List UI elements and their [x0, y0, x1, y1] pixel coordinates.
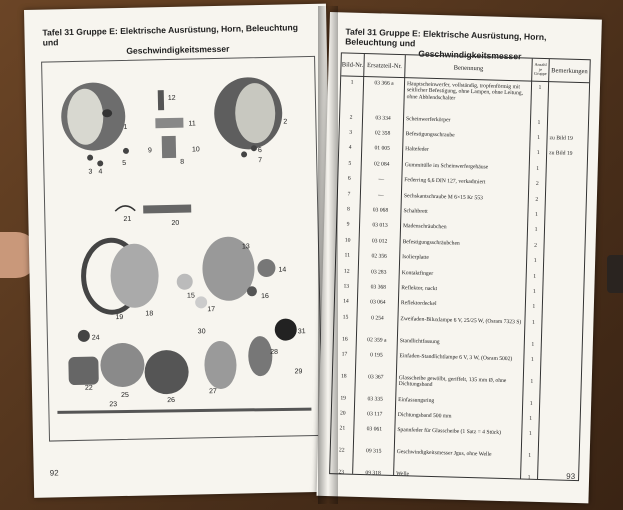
- horn-and-speedometer-group: [56, 318, 312, 414]
- cell-rem: [546, 274, 584, 275]
- cell-qty: 1: [527, 474, 531, 481]
- cell-part: 03 064: [370, 299, 386, 307]
- cell-qty: 1: [533, 273, 537, 280]
- callout-26: 26: [167, 396, 176, 405]
- callout-15: 15: [186, 292, 195, 300]
- cell-desc: Einfassungsring: [398, 396, 435, 404]
- cell-rem: [551, 85, 589, 86]
- cell-qty: 1: [529, 400, 533, 407]
- table-row: [334, 351, 582, 363]
- cell-qty: 1: [537, 134, 541, 141]
- callout-7: 7: [258, 157, 263, 165]
- cell-qty: 1: [538, 84, 542, 91]
- cell-no: 8: [347, 206, 350, 213]
- right-page-number: 93: [566, 471, 576, 482]
- exploded-parts-diagram: [41, 56, 323, 442]
- table-row: [335, 283, 583, 295]
- cell-rem: [550, 120, 588, 121]
- callout-25: 25: [121, 391, 129, 400]
- cell-rem: zu Bild 19: [549, 135, 573, 142]
- table-row: [335, 298, 583, 311]
- callout-30: 30: [197, 328, 206, 336]
- cell-part: 03 368: [370, 284, 387, 291]
- spring-and-seal-strip: [115, 205, 191, 215]
- col-header-qty: Anzahl je Gruppe: [532, 59, 550, 82]
- cell-no: 9: [346, 221, 350, 229]
- cell-desc: Welle: [396, 471, 410, 478]
- col-header-part: Ersatzteil-Nr.: [364, 54, 406, 78]
- callout-12: 12: [167, 94, 176, 103]
- callout-27: 27: [208, 388, 217, 396]
- cell-desc: Befestigungsschräubchen: [402, 238, 460, 247]
- cell-desc: Haltefeder: [405, 146, 429, 154]
- cell-rem: [541, 453, 579, 454]
- cell-desc: Schaltbrett: [403, 208, 428, 215]
- table-row: [336, 268, 584, 280]
- cell-qty: 2: [535, 181, 539, 188]
- table-row: [332, 410, 580, 422]
- cell-rem: [543, 379, 581, 380]
- cell-no: 11: [344, 252, 350, 259]
- cell-no: 6: [347, 175, 351, 182]
- table-row: [335, 314, 583, 326]
- cell-qty: 1: [536, 150, 540, 157]
- callout-23: 23: [109, 401, 118, 409]
- table-row: [336, 252, 584, 265]
- cell-rem: [543, 357, 581, 358]
- callout-18: 18: [145, 310, 154, 318]
- cell-desc: Spannfeder für Glasscheibe (1 Satz = 4 Stück): [397, 427, 502, 437]
- cell-part: 09 315: [365, 448, 382, 455]
- cell-part: 03 366 a: [374, 80, 394, 87]
- right-header-line2: Geschwindigkeitsmesser: [418, 48, 522, 62]
- cell-part: 03 061: [366, 426, 383, 434]
- cell-qty: 1: [536, 165, 540, 172]
- cell-part: —: [378, 176, 385, 183]
- right-header-line1: Tafel 31 Gruppe E: Elektrische Ausrüstung, Horn, Beleuchtung und: [345, 26, 547, 49]
- callout-13: 13: [241, 243, 250, 251]
- callout-9: 9: [147, 147, 152, 155]
- table-row: [340, 114, 588, 126]
- cell-qty: 1: [530, 378, 534, 385]
- table-row: [339, 144, 587, 158]
- cell-part: 02 358: [374, 130, 391, 137]
- cell-no: 20: [339, 410, 346, 417]
- col-header-no: Bild-Nr.: [341, 53, 365, 77]
- cell-desc: Reflektor, nackt: [401, 285, 438, 293]
- callout-4: 4: [98, 168, 103, 176]
- cell-qty: 1: [534, 227, 538, 234]
- cell-desc: Einfaden-Standlichtlampe 6 V, 3 W, (Osram 5002): [399, 353, 513, 363]
- callout-10: 10: [191, 146, 200, 154]
- cell-no: 15: [342, 314, 349, 321]
- cell-desc: Glasscheibe gewölbt, geriffelt, 135 mm Ø, ohne Dichtungsband: [398, 374, 507, 389]
- left-header-line1: Tafel 31 Gruppe E: Elektrische Ausrüstung, Horn, Beleuchtung und: [42, 22, 298, 48]
- col-header-remarks: Bemerkungen: [549, 59, 590, 83]
- binder-clip: [607, 255, 623, 293]
- table-row: [330, 469, 578, 481]
- cell-desc: Gummitülle im Scheinwerfergehäuse: [404, 161, 489, 171]
- cell-no: 14: [343, 298, 349, 306]
- table-row: [333, 373, 581, 389]
- cell-desc: Madenschräubchen: [402, 223, 447, 231]
- cell-part: 03 068: [372, 207, 389, 214]
- cell-qty: 1: [532, 304, 536, 311]
- cell-no: 13: [343, 283, 350, 290]
- cell-desc: Kontaktfinger: [401, 269, 434, 277]
- table-row: [331, 447, 579, 459]
- cell-rem: [542, 401, 580, 402]
- callout-29: 29: [294, 368, 303, 376]
- cell-part: 03 335: [367, 395, 383, 403]
- cell-part: 09 318: [365, 470, 381, 477]
- cell-qty: 1: [537, 119, 541, 126]
- cell-rem: [541, 431, 579, 432]
- cell-rem: [547, 243, 585, 244]
- left-page-number: 92: [49, 468, 59, 478]
- cell-no: 4: [348, 144, 352, 152]
- book-spine-shadow: [318, 6, 338, 504]
- cell-rem: [547, 212, 585, 213]
- cell-desc: Federring 6,6 DIN 127, verkadmiert: [404, 177, 486, 186]
- cell-rem: [547, 228, 585, 229]
- cell-desc: Geschwindigkeitsmesser Jgus, ohne Welle: [396, 449, 492, 458]
- parts-illustration: [42, 57, 322, 441]
- cell-no: 2: [349, 114, 353, 121]
- cell-desc: Dichtungsband 500 mm: [397, 412, 452, 420]
- cell-no: 21: [339, 425, 346, 432]
- cell-part: —: [378, 192, 384, 199]
- cell-part: 03 012: [371, 238, 388, 245]
- cell-desc: Scheinwerferkörper: [405, 115, 451, 123]
- callout-21: 21: [123, 215, 132, 223]
- cell-no: 10: [344, 237, 351, 244]
- callout-22: 22: [84, 384, 93, 392]
- cell-desc: Reflektordeckel: [400, 300, 437, 308]
- cell-rem: [545, 289, 583, 290]
- callout-3: 3: [88, 168, 93, 176]
- cell-no: 1: [350, 79, 354, 86]
- table-row: [337, 221, 585, 234]
- table-row: [338, 175, 586, 188]
- cell-qty: 1: [529, 415, 533, 422]
- cell-qty: 2: [535, 196, 539, 203]
- cell-no: 22: [338, 447, 345, 454]
- cell-rem: [545, 305, 583, 306]
- cell-part: 03 334: [375, 114, 391, 122]
- cell-part: 02 084: [373, 161, 390, 168]
- cell-no: 19: [340, 395, 347, 402]
- callout-2: 2: [283, 118, 288, 126]
- callout-28: 28: [270, 348, 279, 356]
- callout-5: 5: [122, 159, 127, 167]
- cell-rem: [548, 181, 586, 182]
- headlamp-housing-right: [213, 77, 282, 150]
- cell-rem: [544, 342, 582, 343]
- left-header-line2: Geschwindigkeitsmesser: [126, 43, 230, 56]
- headlamp-housing-left: [61, 82, 126, 151]
- callout-31: 31: [297, 328, 306, 336]
- cell-part: 0 254: [371, 315, 384, 322]
- callout-20: 20: [171, 219, 180, 227]
- cell-no: 18: [340, 373, 347, 380]
- callout-11: 11: [188, 120, 196, 128]
- cell-part: 02 356: [371, 253, 387, 260]
- parts-table: [329, 52, 591, 481]
- cell-qty: 1: [534, 211, 538, 218]
- cell-no: 3: [349, 129, 353, 136]
- cell-qty: 1: [533, 257, 537, 265]
- cell-desc: Isolierplatte: [402, 254, 429, 262]
- cell-desc: Standlichtfassung: [399, 337, 440, 345]
- cell-rem: [544, 320, 582, 321]
- cell-no: 17: [341, 351, 348, 358]
- callout-16: 16: [260, 292, 269, 301]
- cell-qty: 2: [534, 242, 538, 249]
- table-row: [334, 336, 582, 348]
- cell-part: 03 117: [367, 411, 383, 418]
- table-row: [332, 395, 580, 407]
- cell-qty: 1: [531, 341, 535, 348]
- cell-qty: 1: [532, 288, 536, 295]
- table-row: [339, 160, 587, 172]
- cell-rem: [549, 166, 587, 167]
- cell-no: 23: [338, 469, 345, 476]
- table-row: [337, 237, 585, 249]
- callout-6: 6: [257, 147, 262, 155]
- cell-part: 03 013: [372, 222, 388, 230]
- cell-desc: Sechskantschraube M 6×15 Kr 553: [403, 192, 483, 201]
- callout-17: 17: [207, 306, 216, 314]
- right-page: [316, 12, 601, 503]
- cell-qty: 1: [528, 452, 532, 459]
- cell-desc: Befestigungsschraube: [405, 131, 455, 139]
- callout-1: 1: [123, 123, 128, 131]
- cell-part: 0 195: [370, 352, 383, 359]
- cell-no: 16: [341, 336, 348, 343]
- cell-part: 03 283: [370, 268, 387, 276]
- table-row: [338, 206, 586, 218]
- cell-rem: [548, 197, 586, 198]
- cell-qty: 1: [528, 431, 532, 438]
- left-page-header: [42, 22, 313, 58]
- table-row: [338, 191, 586, 203]
- table-row: [340, 129, 588, 142]
- col-header-desc: Benennung: [405, 55, 533, 82]
- cell-desc: Zweifaden-Biluxlampe 6 V, 25/25 W, (Osram 7323 S): [400, 315, 522, 326]
- cell-desc: Hauptscheinwerfer, vollständig, tropfenförmig mit seitlicher Befestigung, ohne Lampen, ohne Leitung, ohne Abblendschalter: [406, 81, 524, 102]
- cell-no: 7: [347, 191, 351, 198]
- callout-19: 19: [115, 313, 124, 322]
- cell-qty: 1: [530, 356, 534, 363]
- cell-part: 03 367: [368, 374, 384, 381]
- cell-part: 01 005: [374, 145, 390, 153]
- cell-qty: 1: [531, 319, 535, 326]
- callout-14: 14: [278, 266, 287, 274]
- cell-no: 5: [348, 160, 352, 167]
- callout-8: 8: [180, 158, 185, 166]
- cell-rem: zu Bild 19: [549, 150, 573, 158]
- table-row: [331, 425, 579, 438]
- cell-no: 12: [343, 268, 350, 275]
- cell-part: 02 359 a: [367, 336, 387, 344]
- cell-rem: [546, 258, 584, 259]
- callout-24: 24: [91, 334, 100, 342]
- left-page: [24, 4, 336, 498]
- cell-rem: [542, 416, 580, 417]
